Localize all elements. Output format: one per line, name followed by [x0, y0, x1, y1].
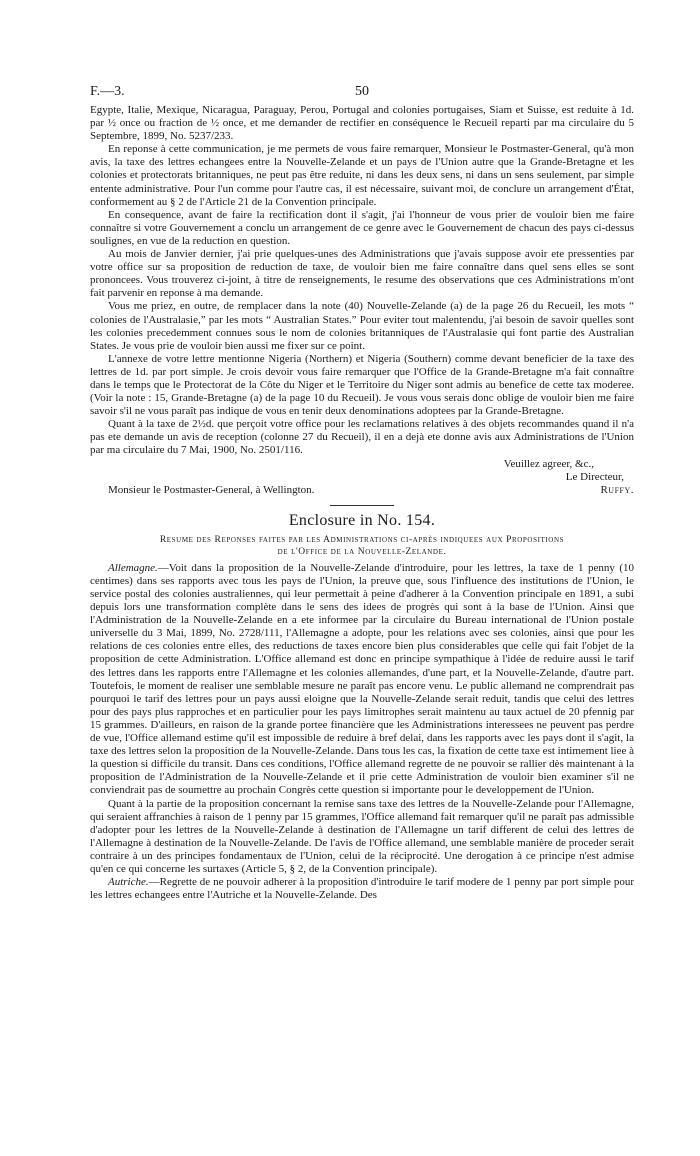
- enclosure-subtitle-line: de l'Office de la Nouvelle-Zelande.: [277, 546, 447, 557]
- enclosure-section: [90, 512, 634, 902]
- addressee: Monsieur le Postmaster-General, à Wellington.: [108, 483, 315, 496]
- letter-body: [90, 104, 634, 497]
- page-number: 50: [355, 84, 369, 99]
- signature-line: [90, 484, 634, 497]
- letter-signatory-title: Le Directeur,: [565, 470, 624, 483]
- running-header: [90, 84, 634, 104]
- paragraph-text: —Voit dans la proposition de la Nouvelle-Zelande d'introduire, pour les lettres, la taxe de 1 penny (10 centimes) dans ses rapports avec tous les pays de l'Union, la preuve que, sous l'influence des institutions de l'Union, le service postal des colonies australiennes, qui leur permettait à peine d'adherer à la Convention principale en 1891, a subi depuis lors une transformation complète dans le sens des idees de progrès qui sont à la base de l'Union. Ainsi que l'Administration de la Nouvelle-Zelande en a ete informee par la circulaire du Bureau international de l'Union postale universelle du 3 Mai, 1899, No. 2728/111, l'Allemagne a adopte, pour les relations avec ses colonies, ainsi que pour les relations de ces colonies entre elles, des reductions de taxes encore bien plus considerables que celle qui fait l'objet de la proposition de cette Administration. L'Office allemand est donc en principe sympathique à l'idée de reduire aussi le tarif des lettres dans les rapports entre l'Allemagne et les colonies allemandes, d'une part, et la Nouvelle-Zelande, d'autre part. Toutefois, le moment de realiser une semblable mesure ne paraît pas encore venu. Le public allemand ne comprendrait pas pourquoi le tarif des lettres pour un pays aussi eloigne que la Nouvelle-Zelande serait reduit, tandis que celui des lettres pour des pays plus rapproches et en particulier pour les pays limitrophes serait maintenu au taux actuel de 20 pfennig par 15 grammes. D'ailleurs, en raison de la grande portee financière que les Administrations interessees ne peuvent pas perdre de vue, l'Office allemand estime qu'il est impossible de reduire à bref delai, dans les rapports avec les pays dont il s'agit, la taxe des lettres selon la proposition de la Nouvelle-Zelande. Dans tous les cas, la fixation de cette taxe est intimement liee à la question si difficile du transit. Dans ces conditions, l'Office allemand regrette de ne pouvoir se rallier dès maintenant à la proposition de l'Administration de la Nouvelle-Zelande et il prie cette Administration de vouloir bien examiner s'il ne conviendrait pas de soumettre au prochain Congrès cette question si importante pour le developpement de l'Union.: [90, 561, 635, 797]
- enclosure-paragraph: [90, 876, 634, 902]
- letter-paragraph: En consequence, avant de faire la rectification dont il s'agit, j'ai l'honneur de vous prier de vouloir bien me faire connaître si votre Gouvernement a conclu un arrangement de ce genre avec le Gouvernement de chacun des pays ci-dessus soulignes, en vue de la reduction en question.: [90, 208, 634, 247]
- letter-paragraph: Egypte, Italie, Mexique, Nicaragua, Paraguay, Perou, Portugal and colonies portugaises, Siam et Suisse, est reduite à 1d. par ½ once ou fraction de ½ once, et me demander de rectifier en conséquence le Recueil reparti par ma circulaire du 5 Septembre, 1899, No. 5237/233.: [90, 104, 634, 143]
- enclosure-paragraph: [90, 562, 634, 798]
- paragraph-text: —Regrette de ne pouvoir adherer à la proposition d'introduire le tarif modere de 1 penny par port simple pour les lettres echangees entre l'Autriche et la Nouvelle-Zelande. Des: [90, 876, 634, 902]
- country-heading: Allemagne.: [108, 561, 158, 574]
- letter-paragraph: En reponse à cette communication, je me permets de vous faire remarquer, Monsieur le Postmaster-General, qu'à mon avis, la taxe des lettres echangees entre la Nouvelle-Zelande et un pays de l'Union autre que la Grande-Bretagne et les colonies et protectorats britanniques, ne peut pas être reduite, ni dans les deux sens, ni dans un sens seulement, par simple entente administrative. Pour l'un comme pour l'autre cas, il est nécessaire, suivant moi, de conclure un arrangement d'État, conformement au § 2 de l'Article 21 de la Convention principale.: [90, 143, 634, 208]
- enclosure-paragraph: [90, 798, 634, 877]
- section-divider: [330, 505, 394, 506]
- letter-closing: Veuillez agreer, &c.,: [503, 457, 594, 470]
- letter-paragraph: Quant à la taxe de 2½d. que perçoit votre office pour les reclamations relatives à des objets recommandes quand il n'a pas ete demande un avis de reception (colonne 27 du Recueil), il en a dejà ete donne avis aux Administrations de l'Union par ma circulaire du 7 Mai, 1900, No. 2501/116.: [90, 418, 634, 457]
- enclosure-title: Enclosure in No. 154.: [288, 511, 436, 529]
- letter-paragraph: Vous me priez, en outre, de remplacer dans la note (40) Nouvelle-Zelande (a) de la page 26 du Recueil, les mots “ colonies de l'Australasie,” par les mots “ Australian States.” Pour eviter tout malentendu, j'ai besoin de savoir quelles sont les colonies precedemment connues sous le nom de colonies britanniques de l'Australasie qui font partie des Australian States. Je vous prie de vouloir bien aussi me fixer sur ce point.: [90, 300, 634, 352]
- country-heading: Autriche.: [108, 876, 149, 889]
- letter-paragraph: L'annexe de votre lettre mentionne Nigeria (Northern) et Nigeria (Southern) comme devant beneficier de la taxe des lettres de 1d. par port simple. Je crois devoir vous faire remarquer que l'Office de la Grande-Bretagne m'a fait connaître dans le temps que le Protectorat de la Côte du Niger et le Territoire du Niger sont admis au benefice de cette tax moderee. (Voir la note : 15, Grande-Bretagne (a) de la page 10 du Recueil). Je vous vous serais donc oblige de vouloir bien me faire savoir s'il ne vous paraît pas indique de vous en tenir deux denominations adoptees par la Grande-Bretagne.: [90, 352, 634, 418]
- signature: Ruffy.: [600, 483, 634, 496]
- letter-paragraph: Au mois de Janvier dernier, j'ai prie quelques-unes des Administrations que j'avais suppose avoir ete pressenties par votre office sur sa proposition de reduction de taxe, de vouloir bien me faire connaître dans quel sens elles se sont prononcees. Vous trouverez ci-joint, à titre de renseignements, le resume des observations que ces Administrations m'ont fait parvenir en reponse à ma demande.: [90, 248, 634, 300]
- paragraph-text: Quant à la partie de la proposition concernant la remise sans taxe des lettres de la Nouvelle-Zelande pour l'Allemagne, qui seraient affranchies à raison de 1 penny par 15 grammes, l'Office allemand fait remarquer qu'il ne paraît pas admissible d'adopter pour les lettres de la Nouvelle-Zelande à destination de l'Allemagne un tarif different de celui des lettres de l'Allemagne à destination de la Nouvelle-Zelande. De l'avis de l'Office allemand, une semblable manière de proceder serait contraire à un des principes fondamentaux de l'Union, celui de la réciprocité. Une derogation à ce principe n'est admise qu'en ce qui concerne les surtaxes (Article 5, § 2, de la Convention principale).: [90, 797, 634, 875]
- enclosure-subtitle-line: Resume des Reponses faites par les Administrations ci-après indiquees aux Propositions: [159, 534, 565, 545]
- enclosure-subtitle: [90, 534, 634, 558]
- document-reference: F.—3.: [90, 84, 125, 99]
